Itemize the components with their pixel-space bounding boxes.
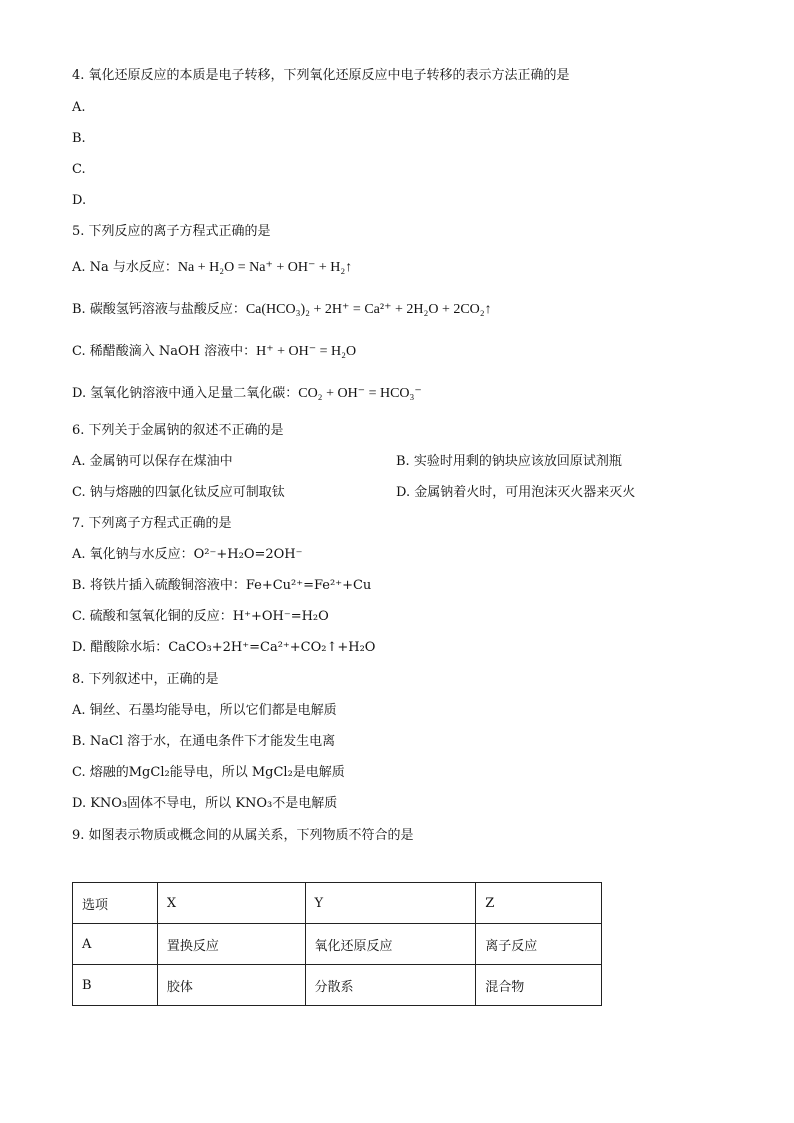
q8-option-b: B. NaCl 溶于水，在通电条件下才能发生电离 — [72, 734, 336, 749]
q4-option-c: C. — [72, 162, 86, 177]
q6-option-b: B. 实验时用剩的钠块应该放回原试剂瓶 — [396, 454, 622, 469]
q5-option-b-label: B. 碳酸氢钙溶液与盐酸反应： — [72, 302, 246, 317]
q5-option-d-equation: CO₂ + OH⁻ = HCO₃⁻ — [298, 386, 422, 401]
table-cell: A — [73, 924, 158, 965]
q5-option-b-equation: Ca(HCO₃)₂ + 2H⁺ = Ca²⁺ + 2H₂O + 2CO₂↑ — [245, 302, 492, 317]
table-cell: 分散系 — [305, 965, 476, 1006]
q5-option-c-equation: H⁺ + OH⁻ = H₂O — [256, 344, 357, 359]
q5-option-c — [72, 343, 356, 361]
q6-stem: 6. 下列关于金属钠的叙述不正确的是 — [72, 423, 284, 438]
q5-option-a — [72, 259, 352, 277]
q7-option-c: C. 硫酸和氢氧化铜的反应：H⁺+OH⁻=H₂O — [72, 609, 329, 624]
table-cell: 胶体 — [157, 965, 305, 1006]
table-header-cell: Z — [476, 883, 602, 924]
q5-option-a-label: A. Na 与水反应： — [72, 260, 178, 275]
q6-option-a: A. 金属钠可以保存在煤油中 — [72, 454, 233, 469]
table-row — [73, 965, 602, 1006]
table-cell: B — [73, 965, 158, 1006]
q4-stem: 4. 氧化还原反应的本质是电子转移，下列氧化还原反应中电子转移的表示方法正确的是 — [72, 68, 570, 83]
q4-option-d: D. — [72, 193, 87, 208]
table-header-row — [73, 883, 602, 924]
q7-option-d: D. 醋酸除水垢：CaCO₃+2H⁺=Ca²⁺+CO₂↑+H₂O — [72, 640, 376, 655]
q4-option-a: A. — [72, 100, 86, 115]
q5-stem: 5. 下列反应的离子方程式正确的是 — [72, 224, 271, 239]
q7-stem: 7. 下列离子方程式正确的是 — [72, 516, 232, 531]
q8-option-c: C. 熔融的MgCl₂能导电，所以 MgCl₂是电解质 — [72, 765, 345, 780]
q4-option-b: B. — [72, 131, 86, 146]
q8-option-d: D. KNO₃固体不导电，所以 KNO₃不是电解质 — [72, 796, 338, 811]
q6-option-c: C. 钠与熔融的四氯化钛反应可制取钛 — [72, 485, 285, 500]
table-row — [73, 924, 602, 965]
q6-option-d: D. 金属钠着火时，可用泡沫灭火器来灭火 — [396, 485, 636, 500]
q7-option-b: B. 将铁片插入硫酸铜溶液中：Fe+Cu²⁺=Fe²⁺+Cu — [72, 578, 372, 593]
table-cell: 混合物 — [476, 965, 602, 1006]
table-cell: 离子反应 — [476, 924, 602, 965]
table-header-cell: Y — [305, 883, 476, 924]
q9-options-table — [72, 882, 602, 1006]
q8-option-a: A. 铜丝、石墨均能导电，所以它们都是电解质 — [72, 703, 337, 718]
q5-option-d — [72, 385, 422, 403]
q5-option-c-label: C. 稀醋酸滴入 NaOH 溶液中： — [72, 344, 257, 359]
q8-stem: 8. 下列叙述中，正确的是 — [72, 672, 219, 687]
q5-option-b — [72, 301, 492, 319]
q9-stem: 9. 如图表示物质或概念间的从属关系，下列物质不符合的是 — [72, 828, 414, 843]
q5-option-d-label: D. 氢氧化钠溶液中通入足量二氧化碳： — [72, 386, 299, 401]
table-header-cell: X — [157, 883, 305, 924]
q5-option-a-equation: Na + H₂O = Na⁺ + OH⁻ + H₂↑ — [177, 260, 353, 275]
q7-option-a: A. 氧化钠与水反应：O²⁻+H₂O=2OH⁻ — [72, 547, 303, 562]
table-cell: 置换反应 — [157, 924, 305, 965]
table-header-cell: 选项 — [73, 883, 158, 924]
table-cell: 氧化还原反应 — [305, 924, 476, 965]
